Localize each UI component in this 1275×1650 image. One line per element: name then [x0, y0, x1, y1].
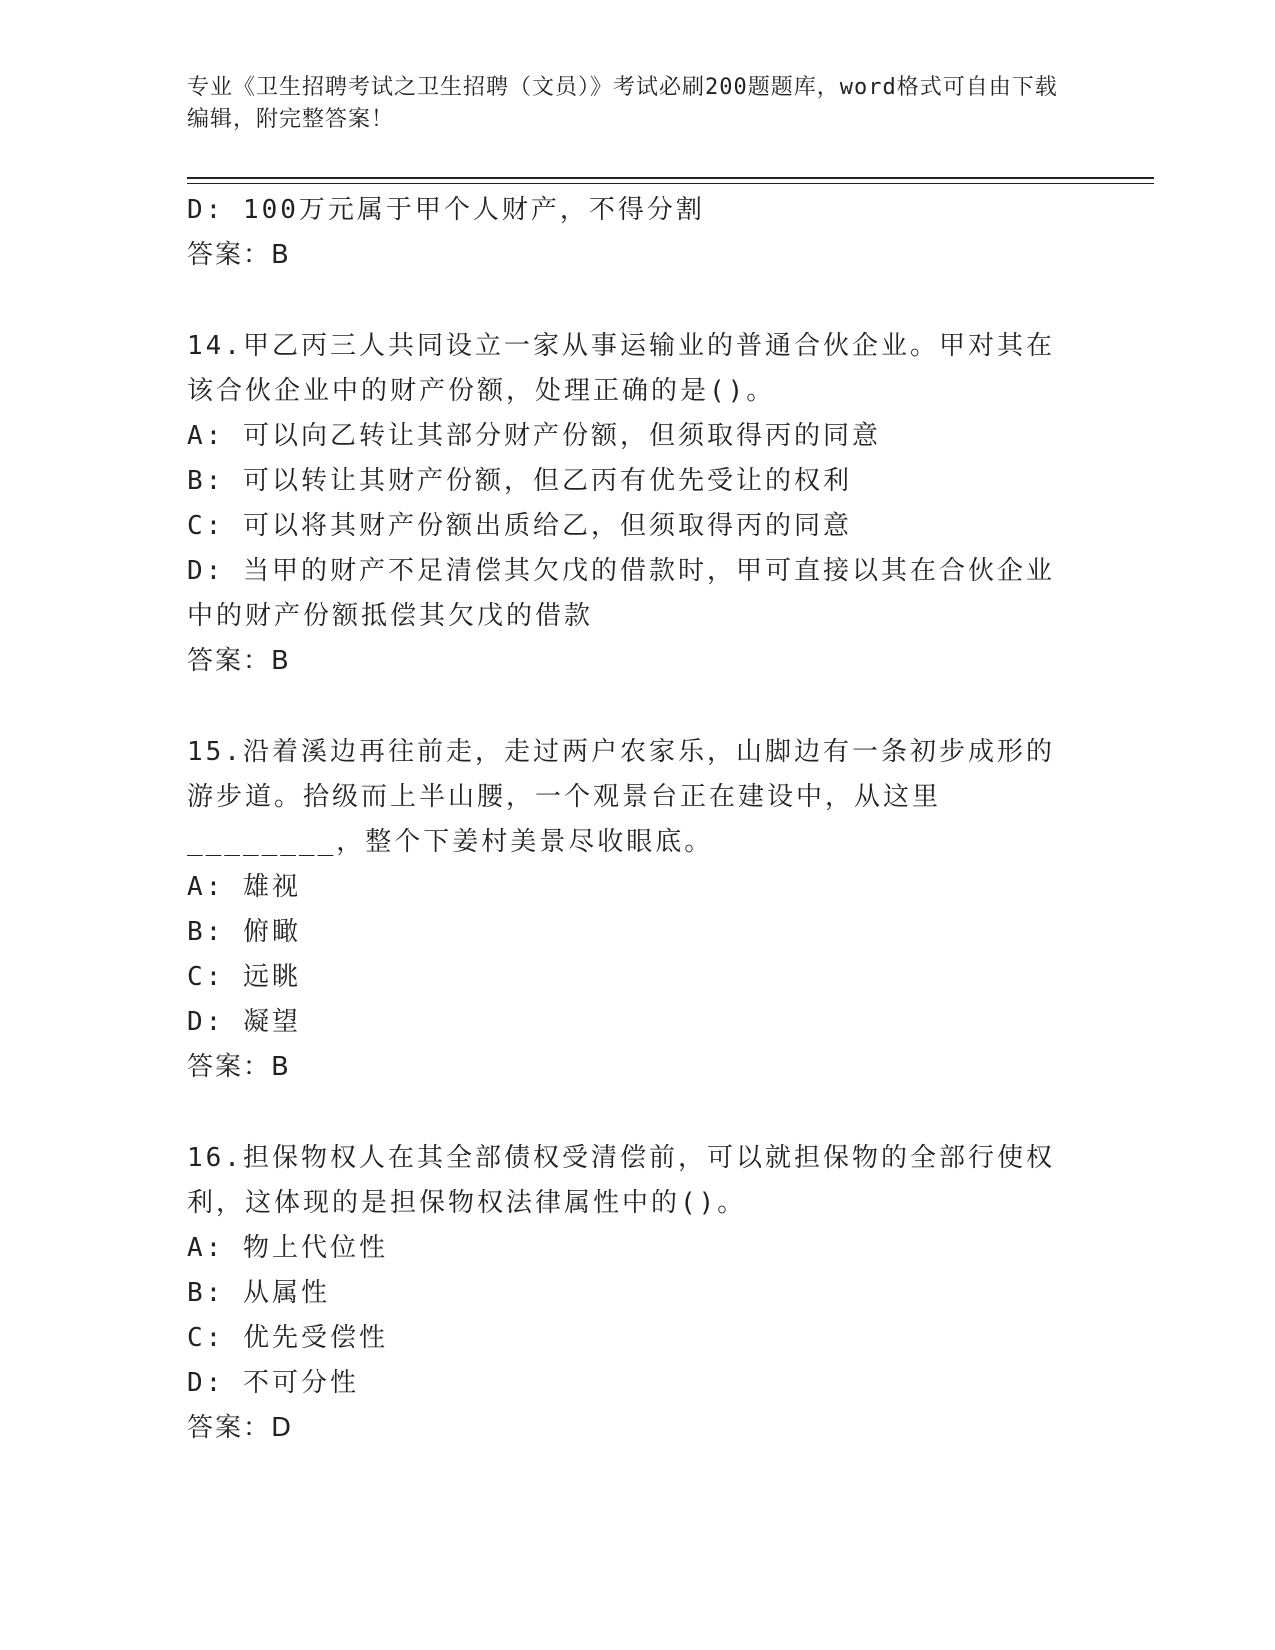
question-answer: 答案：D	[187, 1413, 294, 1443]
option-a: A: 雄视	[187, 872, 301, 902]
option-b: B: 从属性	[187, 1278, 330, 1308]
option-a: A: 可以向乙转让其部分财产份额，但须取得丙的同意	[187, 421, 881, 451]
option-c: C: 优先受偿性	[187, 1323, 388, 1353]
option-b: B: 可以转让其财产份额，但乙丙有优先受让的权利	[187, 466, 852, 496]
question-14	[187, 324, 1077, 684]
header-divider-thick	[187, 177, 1154, 179]
option-d: D: 当甲的财产不足清偿其欠戊的借款时，甲可直接以其在合伙企业中的财产份额抵偿其欠戊的借款	[187, 556, 1055, 631]
question-stem: 16.担保物权人在其全部债权受清偿前，可以就担保物的全部行使权利，这体现的是担保物权法律属性中的()。	[187, 1143, 1055, 1218]
option-c: C: 可以将其财产份额出质给乙，但须取得丙的同意	[187, 511, 852, 541]
header-divider-thin	[187, 183, 1154, 184]
document-header: 专业《卫生招聘考试之卫生招聘（文员）》考试必刷200题题库，word格式可自由下载编辑，附完整答案！	[187, 75, 1058, 132]
question-16	[187, 1136, 1077, 1451]
spacer	[187, 278, 1077, 324]
option-d: D: 凝望	[187, 1007, 301, 1037]
spacer	[187, 684, 1077, 730]
question-stem: 14.甲乙丙三人共同设立一家从事运输业的普通合伙企业。甲对其在该合伙企业中的财产份额，处理正确的是()。	[187, 331, 1055, 406]
spacer	[187, 1090, 1077, 1136]
option-d: D: 不可分性	[187, 1368, 359, 1398]
option-c: C: 远眺	[187, 962, 301, 992]
option-b: B: 俯瞰	[187, 917, 301, 947]
question-15	[187, 730, 1077, 1090]
carryover-option-d: D: 100万元属于甲个人财产，不得分割	[187, 195, 705, 225]
question-stem: 15.沿着溪边再往前走，走过两户农家乐，山脚边有一条初步成形的游步道。拾级而上半山腰，一个观景台正在建设中，从这里________，整个下姜村美景尽收眼底。	[187, 737, 1055, 857]
carryover-answer: 答案：B	[187, 240, 291, 270]
question-content	[187, 188, 1077, 1451]
option-a: A: 物上代位性	[187, 1233, 388, 1263]
question-answer: 答案：B	[187, 646, 291, 676]
question-answer: 答案：B	[187, 1052, 291, 1082]
